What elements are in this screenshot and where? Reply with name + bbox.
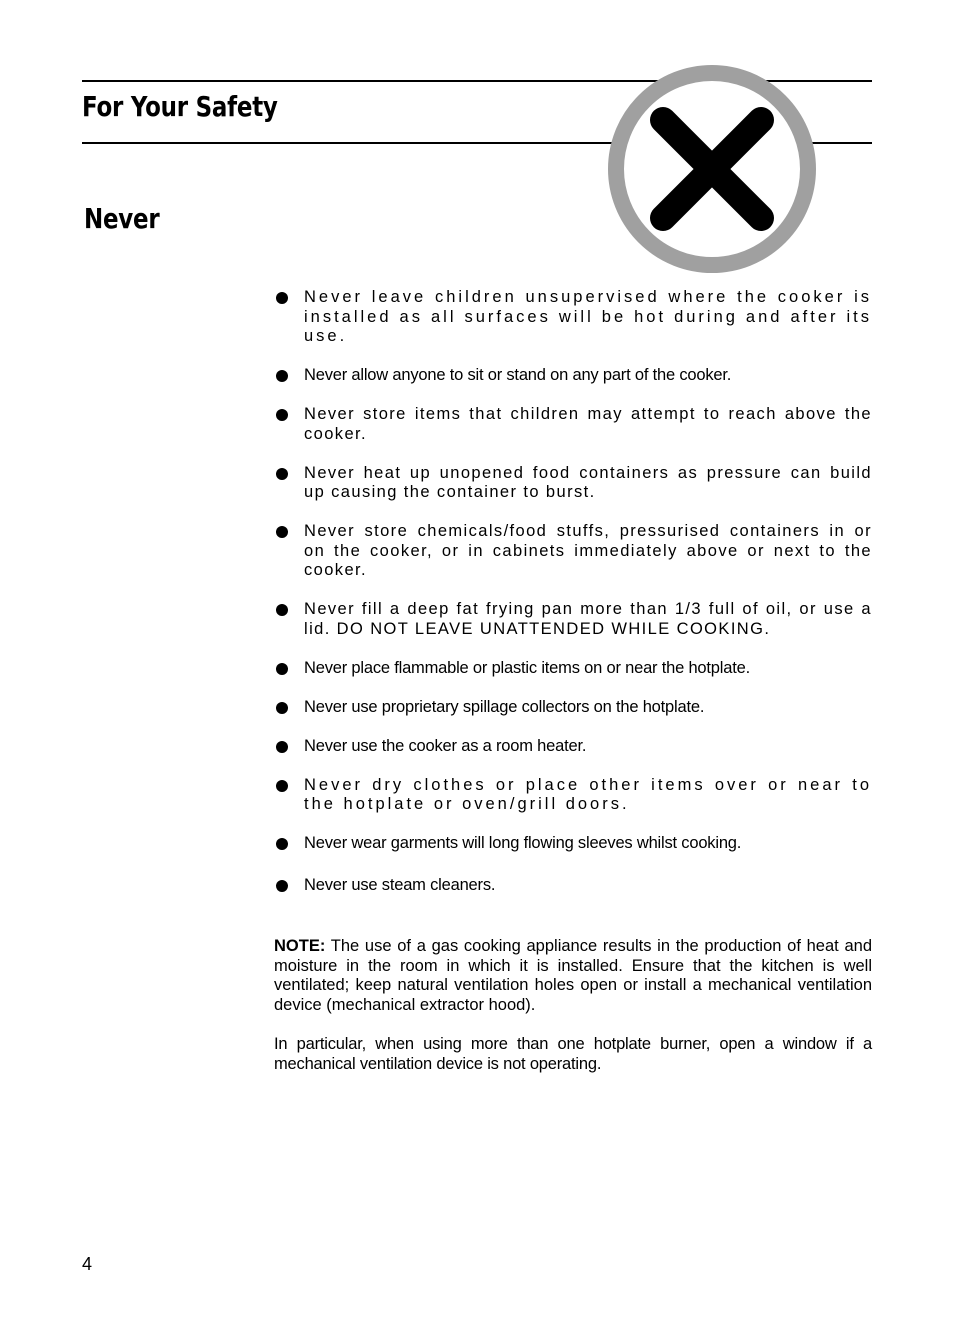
list-item (274, 737, 872, 757)
list-item-text: Never leave children unsupervised where the cooker is installed as all surfaces will be hot during and after its use. (304, 288, 872, 345)
list-item-text: Never dry clothes or place other items over or near to the hotplate or oven/grill doors. (304, 775, 872, 813)
note-label: NOTE: (274, 937, 326, 955)
note-paragraph (274, 937, 872, 1015)
list-item-text: Never wear garments will long flowing sleeves whilst cooking. (304, 834, 742, 852)
list-item-text: Never place flammable or plastic items on or near the hotplate. (304, 658, 750, 677)
bullet-icon (276, 370, 288, 382)
list-item-text: Never store items that children may attempt to reach above the cooker. (304, 405, 872, 443)
bullet-icon (276, 880, 288, 892)
bullet-icon (276, 409, 288, 421)
page-number: 4 (82, 1254, 93, 1274)
never-list (274, 288, 872, 915)
bullet-icon (276, 780, 288, 792)
list-item (274, 288, 872, 347)
list-item (274, 522, 872, 581)
bullet-icon (276, 838, 288, 850)
bullet-icon (276, 663, 288, 675)
list-item-text: Never heat up unopened food containers as pressure can build up causing the container to burst. (304, 463, 872, 501)
list-item (274, 834, 872, 854)
bullet-icon (276, 741, 288, 753)
section-title: Never (84, 202, 160, 235)
note-paragraph-2: In particular, when using more than one hotplate burner, open a window if a mechanical ventilation device is not operating. (274, 1035, 872, 1073)
bullet-icon (276, 702, 288, 714)
prohibition-cross-icon (605, 62, 819, 276)
list-item (274, 698, 872, 718)
list-item (274, 600, 872, 639)
list-item (274, 876, 872, 896)
page-title: For Your Safety (82, 90, 278, 123)
list-item (274, 776, 872, 815)
list-item-text: Never store chemicals/food stuffs, pressurised containers in or on the cooker, or in cabinets immediately above or next to the cooker. (304, 522, 872, 579)
list-item-text: Never use steam cleaners. (304, 875, 496, 894)
bullet-icon (276, 604, 288, 616)
list-item-text: Never use the cooker as a room heater. (304, 736, 587, 755)
list-item (274, 659, 872, 679)
bullet-icon (276, 526, 288, 538)
bullet-icon (276, 292, 288, 304)
list-item-text: Never use proprietary spillage collectors on the hotplate. (304, 697, 705, 716)
note-text: The use of a gas cooking appliance results in the production of heat and moisture in the room in which it is installed. Ensure that the kitchen is well ventilated; keep natural ventilation holes open or install a mechanical ventilation device (mechanical extractor hood). (274, 937, 872, 1014)
list-item (274, 405, 872, 444)
list-item (274, 464, 872, 503)
list-item (274, 366, 872, 386)
list-item-text: Never allow anyone to sit or stand on any part of the cooker. (304, 366, 732, 384)
bullet-icon (276, 468, 288, 480)
list-item-text: Never fill a deep fat frying pan more than 1/3 full of oil, or use a lid. DO NOT LEAVE UNATTENDED WHILE COOKING. (304, 600, 872, 638)
